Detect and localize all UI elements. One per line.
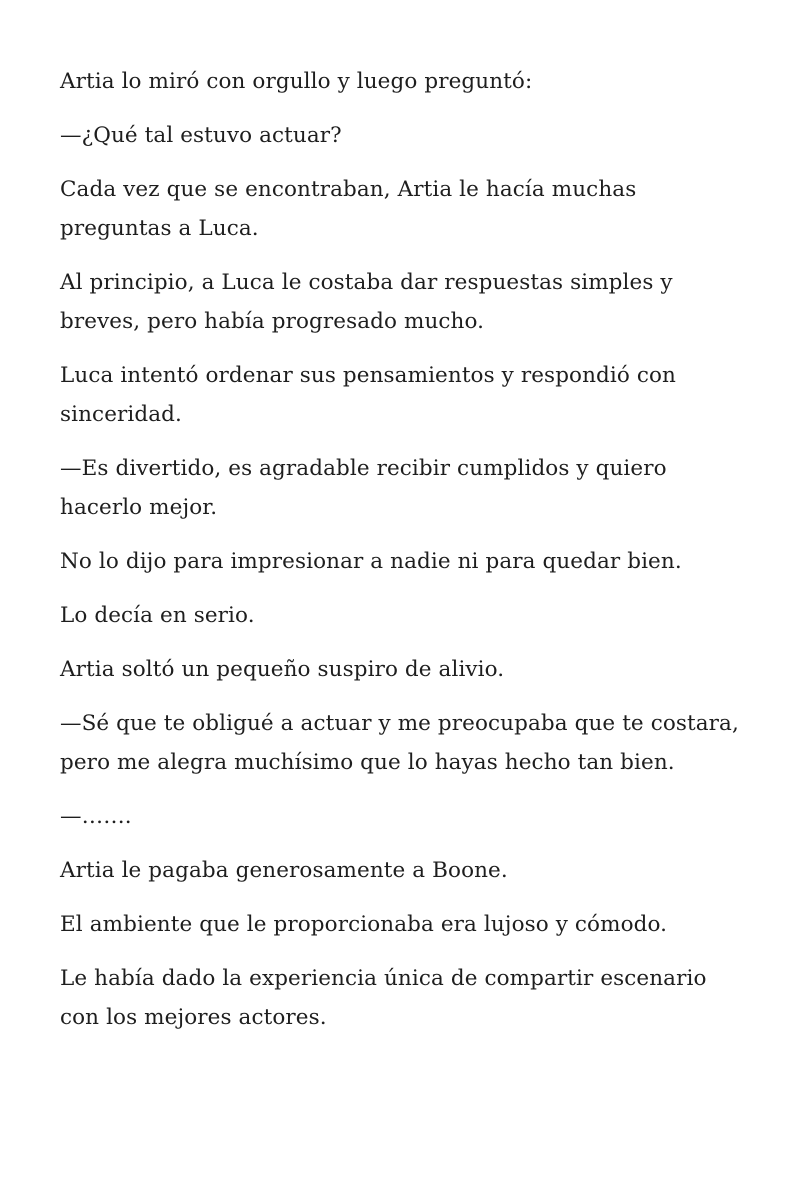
paragraph: —¿Qué tal estuvo actuar? (60, 123, 342, 148)
paragraph: Lo decía en serio. (60, 603, 255, 628)
paragraph: El ambiente que le proporcionaba era lujoso y cómodo. (60, 912, 668, 937)
paragraph: —……. (60, 804, 132, 829)
paragraph: Artia soltó un pequeño suspiro de alivio. (60, 657, 505, 682)
paragraph: No lo dijo para impresionar a nadie ni para quedar bien. (60, 549, 682, 574)
paragraph: —Sé que te obligué a actuar y me preocupaba que te costara, pero me alegra muchísimo que lo hayas hecho tan bien. (60, 711, 739, 775)
paragraph: Al principio, a Luca le costaba dar respuestas simples y breves, pero había progresado mucho. (60, 270, 673, 334)
paragraph: —Es divertido, es agradable recibir cumplidos y quiero hacerlo mejor. (60, 456, 667, 520)
paragraph: Le había dado la experiencia única de compartir escenario con los mejores actores. (60, 966, 707, 1030)
paragraph: Artia le pagaba generosamente a Boone. (60, 858, 508, 883)
paragraph: Cada vez que se encontraban, Artia le hacía muchas preguntas a Luca. (60, 177, 637, 241)
paragraph: Artia lo miró con orgullo y luego preguntó: (60, 69, 533, 94)
paragraph: Luca intentó ordenar sus pensamientos y respondió con sinceridad. (60, 363, 676, 427)
